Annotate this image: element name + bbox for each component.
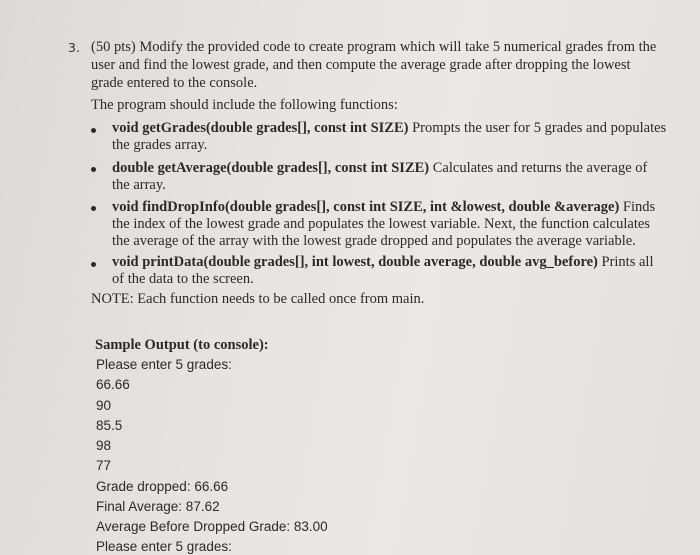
bullet [91, 167, 96, 172]
bullet [91, 128, 96, 133]
function-signature: void getGrades(double grades[], const int SIZE) [112, 120, 409, 136]
console-line: 85.5 [96, 418, 123, 433]
question-number: 3. [68, 40, 80, 55]
console-line: 66.66 [96, 377, 130, 392]
console-line: 90 [96, 398, 112, 413]
bullet [91, 206, 96, 211]
function-description: Finds the index of the lowest grade and populates the lowest variable. Next, the function calculates the average of the array with the lowest grade dropped and populates the average variable. [112, 199, 656, 249]
function-item-getaverage [112, 160, 667, 194]
function-description: Prints all of the data to the screen. [112, 254, 654, 287]
console-line: Please enter 5 grades: [96, 539, 232, 554]
question-prompt: (50 pts) Modify the provided code to create program which will take 5 numerical grades from the user and find the lowest grade, and then compute the average grade after dropping the lowest grade entered to the console. [91, 39, 657, 91]
console-line: 77 [96, 458, 112, 473]
console-line: 98 [96, 438, 112, 453]
function-signature: void findDropInfo(double grades[], const int SIZE, int &lowest, double &average) [112, 199, 620, 215]
function-signature: void printData(double grades[], int lowest, double average, double avg_before) [112, 254, 598, 270]
function-description: Calculates and returns the average of the array. [112, 160, 648, 193]
console-line: Average Before Dropped Grade: 83.00 [96, 519, 328, 534]
functions-intro: The program should include the following functions: [91, 97, 398, 113]
function-description: Prompts the user for 5 grades and populates the grades array. [112, 120, 667, 153]
console-line: Please enter 5 grades: [96, 357, 232, 372]
bullet [91, 262, 96, 267]
function-item-getgrades [112, 120, 667, 154]
console-line: Final Average: 87.62 [96, 499, 220, 514]
note-text: NOTE: Each function needs to be called once from main. [91, 291, 425, 307]
console-line: Grade dropped: 66.66 [96, 479, 229, 494]
function-item-printdata [112, 254, 667, 288]
function-signature: double getAverage(double grades[], const int SIZE) [112, 160, 430, 176]
function-item-finddropinfo [112, 199, 667, 250]
sample-output-heading: Sample Output (to console): [95, 337, 269, 353]
